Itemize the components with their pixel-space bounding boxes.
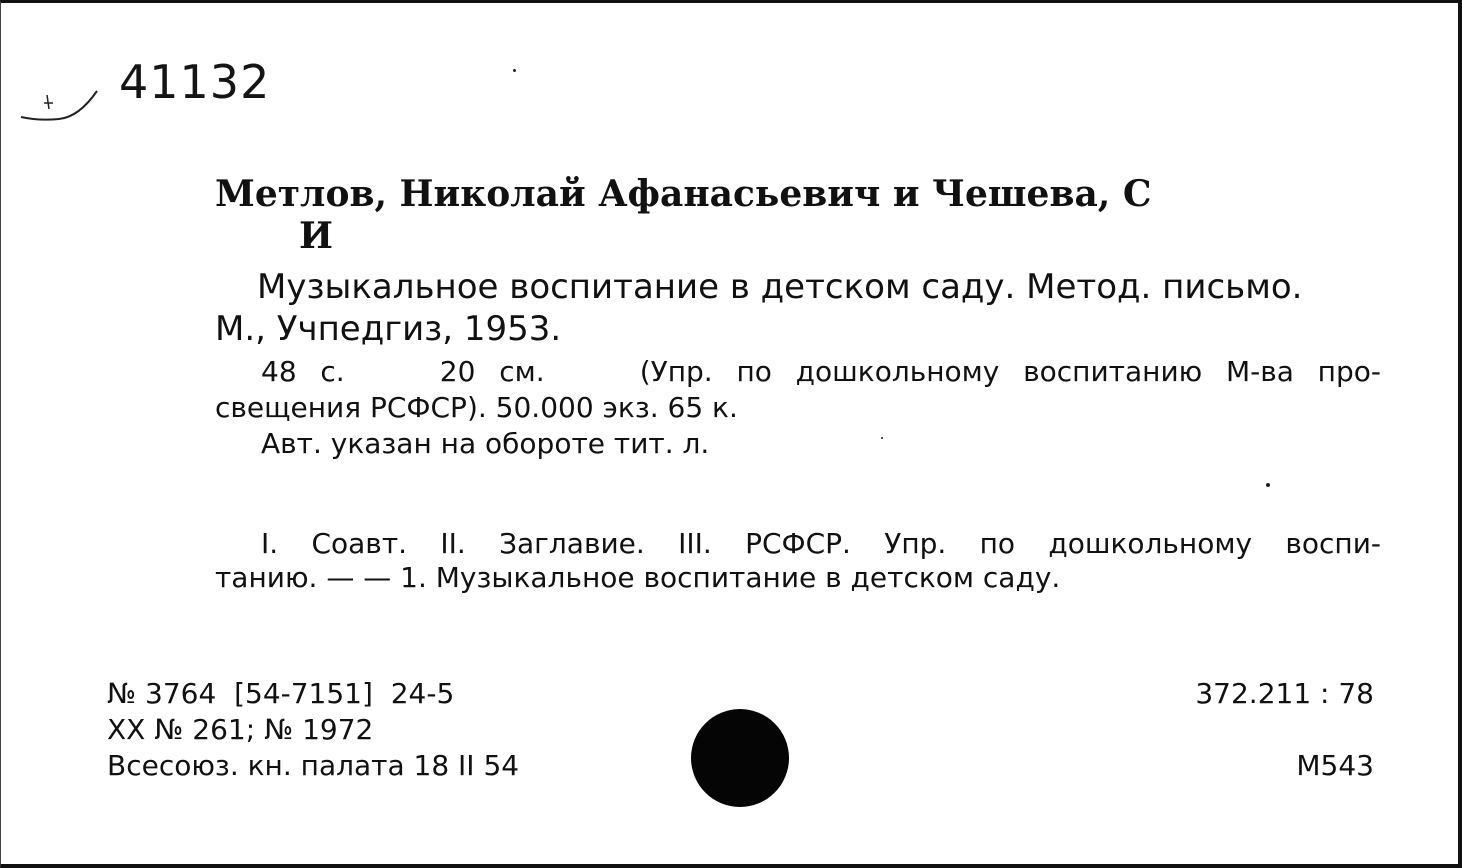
footer-number: № 3764 [54-7151] 24-5 — [107, 677, 455, 710]
footer-series: XX № 261; № 1972 — [107, 713, 374, 746]
dust-speck — [1266, 483, 1270, 487]
description-note: Авт. указан на обороте тит. л. — [261, 427, 710, 460]
inventory-number: 41132 — [119, 55, 271, 109]
author-heading-continuation: И — [299, 215, 334, 257]
author-heading: Метлов, Николай Афанасьевич и Чешева, С — [215, 173, 1152, 215]
description-line-2: свещения РСФСР). 50.000 экз. 65 к. — [215, 391, 738, 424]
footer-chamber: Всесоюз. кн. палата 18 II 54 — [107, 749, 520, 782]
author-mark: М543 — [1296, 749, 1374, 782]
tracings-line-1: I. Соавт. II. Заглавие. III. РСФСР. Упр. по дошкольному воспи- — [261, 527, 1381, 560]
handwritten-mark-icon — [19, 85, 99, 125]
title-line-2: М., Учпедгиз, 1953. — [215, 309, 562, 349]
punch-hole — [691, 709, 789, 807]
tracings-line-2: танию. — — 1. Музыкальное воспитание в детском саду. — [215, 561, 1061, 594]
description-line-1: 48 с. 20 см. (Упр. по дошкольному воспитанию М-ва про- — [261, 355, 1381, 388]
title-line-1: Музыкальное воспитание в детском саду. Метод. письмо. — [257, 267, 1303, 307]
classification-index: 372.211 : 78 — [1195, 677, 1374, 710]
dust-speck — [881, 437, 883, 439]
dust-speck — [513, 69, 516, 72]
